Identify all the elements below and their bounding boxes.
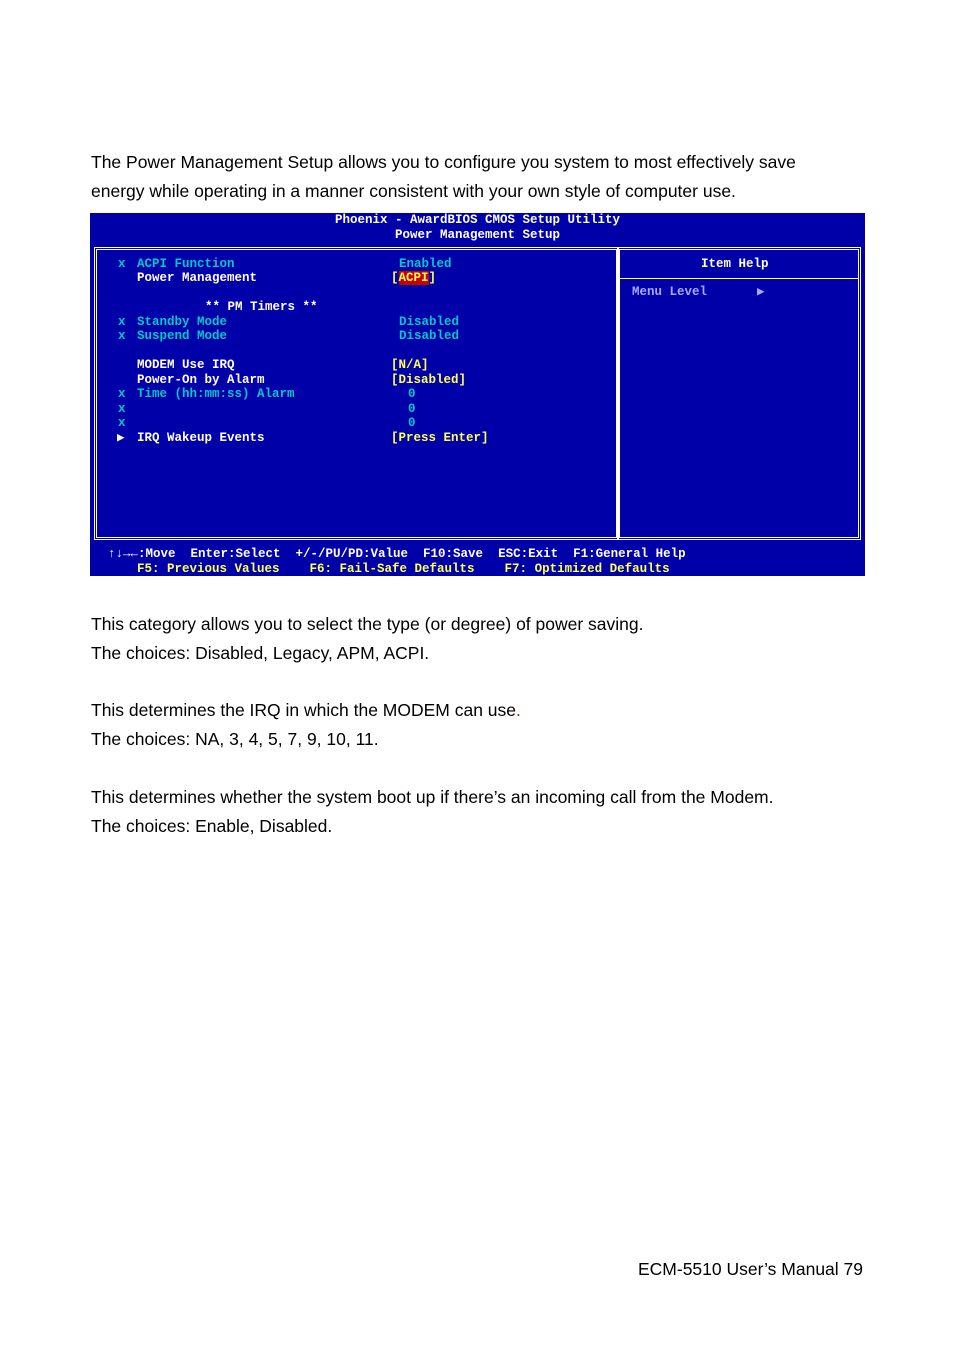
- choices-line: The choices: Disabled, Legacy, APM, ACPI.: [91, 643, 430, 663]
- item-marker: x: [118, 416, 126, 430]
- intro-line-2: energy while operating in a manner consistent with your own style of computer use.: [91, 181, 736, 201]
- irq-wakeup-events-label[interactable]: IRQ Wakeup Events: [137, 431, 265, 445]
- modem-irq-description: [91, 696, 871, 754]
- power-on-by-alarm-value[interactable]: [Disabled]: [391, 373, 467, 387]
- modem-use-irq-label[interactable]: MODEM Use IRQ: [137, 358, 235, 372]
- menu-level-label: Menu Level: [632, 285, 708, 299]
- key-legend-row-1: ↑↓→←:Move Enter:Select +/-/PU/PD:Value F10:Save ESC:Exit F1:General Help: [108, 547, 686, 561]
- item-marker: x: [118, 315, 126, 329]
- choices-line: The choices: NA, 3, 4, 5, 7, 9, 10, 11.: [91, 729, 379, 749]
- pm-timers-header: ** PM Timers **: [205, 300, 318, 314]
- irq-wakeup-events-value[interactable]: [Press Enter]: [391, 431, 489, 445]
- power-management-description: [91, 610, 871, 668]
- acpi-function-value: Enabled: [399, 257, 452, 271]
- intro-paragraph: [91, 148, 871, 206]
- suspend-mode-label[interactable]: Suspend Mode: [137, 329, 228, 343]
- modem-use-irq-value[interactable]: [N/A]: [391, 358, 429, 372]
- description-line: This determines whether the system boot up if there’s an incoming call from the Modem.: [91, 787, 774, 807]
- selected-value[interactable]: ACPI: [398, 271, 429, 285]
- time-alarm-label[interactable]: Time (hh:mm:ss) Alarm: [137, 387, 295, 401]
- description-text: This determines the IRQ in which the MODEM can use: [91, 700, 517, 720]
- item-marker: x: [118, 329, 126, 343]
- bios-title: Phoenix - AwardBIOS CMOS Setup Utility: [334, 213, 621, 227]
- power-on-alarm-description: [91, 783, 871, 841]
- suspend-mode-value: Disabled: [399, 329, 460, 343]
- item-marker: x: [118, 387, 126, 401]
- help-divider: [620, 278, 858, 279]
- time-alarm-value-3: 0: [408, 416, 416, 430]
- power-management-label[interactable]: Power Management: [137, 271, 258, 285]
- standby-mode-label[interactable]: Standby Mode: [137, 315, 228, 329]
- intro-line-1: The Power Management Setup allows you to configure you system to most effectively save: [91, 152, 796, 172]
- description-line: [91, 696, 871, 725]
- power-management-value[interactable]: [ACPI]: [391, 271, 437, 285]
- time-alarm-value-2: 0: [408, 402, 416, 416]
- submenu-arrow-icon: ▶: [117, 431, 125, 445]
- description-line: This category allows you to select the type (or degree) of power saving.: [91, 614, 644, 634]
- standby-mode-value: Disabled: [399, 315, 460, 329]
- item-marker: x: [118, 257, 126, 271]
- red-period: .: [516, 700, 521, 720]
- choices-line: The choices: Enable, Disabled.: [91, 816, 333, 836]
- page-footer: ECM-5510 User’s Manual 79: [637, 1259, 863, 1279]
- item-marker: x: [118, 402, 126, 416]
- bios-screenshot: [90, 213, 865, 576]
- time-alarm-value-1: 0: [408, 387, 416, 401]
- bios-subtitle: Power Management Setup: [394, 228, 561, 242]
- item-help-title: Item Help: [701, 257, 769, 271]
- power-on-by-alarm-label[interactable]: Power-On by Alarm: [137, 373, 265, 387]
- acpi-function-label[interactable]: ACPI Function: [137, 257, 235, 271]
- menu-level-arrow-icon: ▶: [757, 285, 765, 299]
- key-legend-row-2: F5: Previous Values F6: Fail-Safe Defaults F7: Optimized Defaults: [137, 562, 670, 576]
